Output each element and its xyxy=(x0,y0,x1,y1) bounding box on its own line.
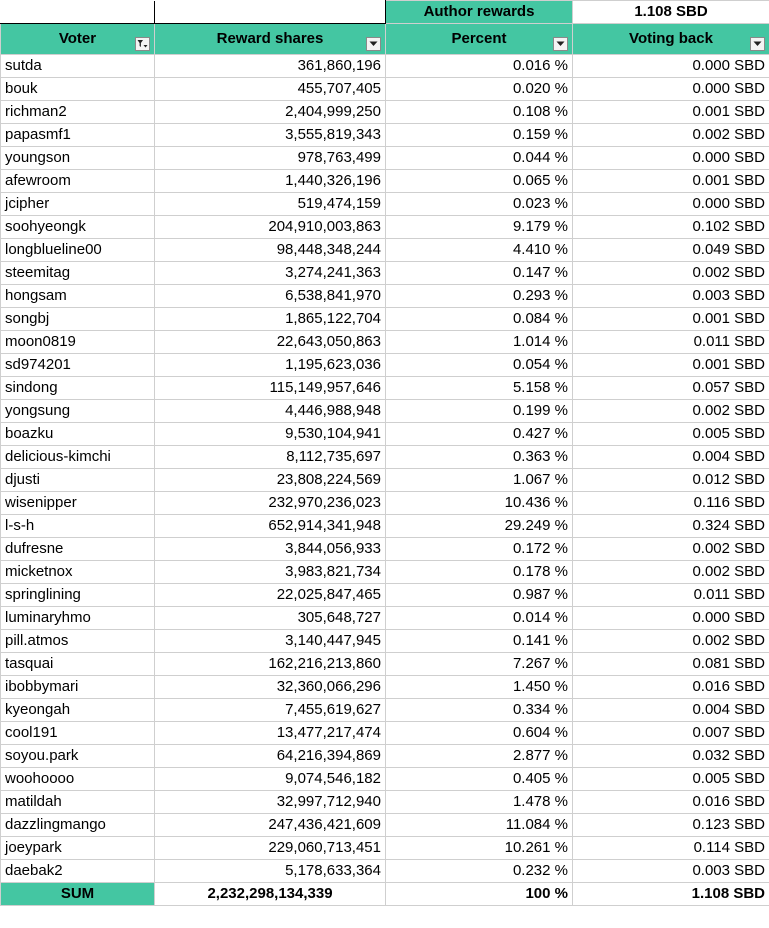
reward-shares-cell[interactable]: 247,436,421,609 xyxy=(155,814,386,837)
voter-cell[interactable]: sindong xyxy=(1,377,155,400)
voter-cell[interactable]: delicious-kimchi xyxy=(1,446,155,469)
reward-shares-cell[interactable]: 162,216,213,860 xyxy=(155,653,386,676)
voter-cell[interactable]: richman2 xyxy=(1,101,155,124)
reward-shares-cell[interactable]: 2,404,999,250 xyxy=(155,101,386,124)
voter-cell[interactable]: springlining xyxy=(1,584,155,607)
table-row xyxy=(1,400,769,423)
reward-shares-cell[interactable]: 519,474,159 xyxy=(155,193,386,216)
percent-cell[interactable]: 0.016 % xyxy=(386,55,573,78)
voting-back-cell[interactable]: 0.114 SBD xyxy=(573,837,769,860)
header-voter-label: Voter xyxy=(58,30,97,47)
percent-cell[interactable]: 0.065 % xyxy=(386,170,573,193)
voting-back-cell[interactable]: 0.001 SBD xyxy=(573,101,769,124)
percent-cell[interactable]: 1.014 % xyxy=(386,331,573,354)
table-row xyxy=(1,101,769,124)
voter-cell[interactable]: boazku xyxy=(1,423,155,446)
table-row xyxy=(1,124,769,147)
table-row xyxy=(1,78,769,101)
percent-cell[interactable]: 0.199 % xyxy=(386,400,573,423)
reward-shares-cell[interactable]: 9,074,546,182 xyxy=(155,768,386,791)
table-row xyxy=(1,538,769,561)
voter-cell[interactable]: sutda xyxy=(1,55,155,78)
table-row xyxy=(1,331,769,354)
table-row xyxy=(1,55,769,78)
reward-shares-cell[interactable]: 22,025,847,465 xyxy=(155,584,386,607)
sum-label[interactable]: SUM xyxy=(1,883,155,906)
reward-shares-cell[interactable]: 1,440,326,196 xyxy=(155,170,386,193)
voter-cell[interactable]: bouk xyxy=(1,78,155,101)
percent-cell[interactable]: 4.410 % xyxy=(386,239,573,262)
reward-shares-cell[interactable]: 3,555,819,343 xyxy=(155,124,386,147)
voter-cell[interactable]: pill.atmos xyxy=(1,630,155,653)
percent-cell[interactable]: 1.067 % xyxy=(386,469,573,492)
table-row xyxy=(1,469,769,492)
voter-cell[interactable]: tasquai xyxy=(1,653,155,676)
voter-cell[interactable]: songbj xyxy=(1,308,155,331)
table-row xyxy=(1,860,769,883)
table-row xyxy=(1,423,769,446)
percent-cell[interactable]: 11.084 % xyxy=(386,814,573,837)
voting-back-cell[interactable]: 0.000 SBD xyxy=(573,147,769,170)
percent-cell[interactable]: 0.084 % xyxy=(386,308,573,331)
voting-back-cell[interactable]: 0.001 SBD xyxy=(573,354,769,377)
reward-shares-cell[interactable]: 64,216,394,869 xyxy=(155,745,386,768)
table-row xyxy=(1,814,769,837)
reward-shares-cell[interactable]: 1,195,623,036 xyxy=(155,354,386,377)
percent-cell[interactable]: 9.179 % xyxy=(386,216,573,239)
table-row xyxy=(1,584,769,607)
percent-cell[interactable]: 0.363 % xyxy=(386,446,573,469)
voting-back-cell[interactable]: 0.002 SBD xyxy=(573,561,769,584)
table-row xyxy=(1,722,769,745)
empty-cell[interactable] xyxy=(155,1,386,24)
voting-back-cell[interactable]: 0.011 SBD xyxy=(573,584,769,607)
voting-back-cell[interactable]: 0.011 SBD xyxy=(573,331,769,354)
reward-shares-cell[interactable]: 7,455,619,627 xyxy=(155,699,386,722)
table-row xyxy=(1,791,769,814)
author-rewards-label[interactable]: Author rewards xyxy=(386,1,573,24)
voter-cell[interactable]: dazzlingmango xyxy=(1,814,155,837)
table-row xyxy=(1,607,769,630)
voting-back-cell[interactable]: 0.002 SBD xyxy=(573,630,769,653)
voting-back-cell[interactable]: 0.116 SBD xyxy=(573,492,769,515)
voter-cell[interactable]: luminaryhmo xyxy=(1,607,155,630)
percent-cell[interactable]: 0.987 % xyxy=(386,584,573,607)
table-row xyxy=(1,354,769,377)
table-row xyxy=(1,446,769,469)
voting-back-cell[interactable]: 0.016 SBD xyxy=(573,791,769,814)
reward-shares-cell[interactable]: 4,446,988,948 xyxy=(155,400,386,423)
dropdown-arrow-icon[interactable] xyxy=(366,37,381,51)
voting-back-cell[interactable]: 0.012 SBD xyxy=(573,469,769,492)
voter-cell[interactable]: soyou.park xyxy=(1,745,155,768)
percent-cell[interactable]: 0.141 % xyxy=(386,630,573,653)
reward-shares-cell[interactable]: 361,860,196 xyxy=(155,55,386,78)
header-voting-back-label: Voting back xyxy=(629,30,713,47)
dropdown-arrow-icon[interactable] xyxy=(553,37,568,51)
voter-cell[interactable]: woohoooo xyxy=(1,768,155,791)
table-row xyxy=(1,515,769,538)
voter-cell[interactable]: sd974201 xyxy=(1,354,155,377)
reward-shares-cell[interactable]: 13,477,217,474 xyxy=(155,722,386,745)
voting-back-cell[interactable]: 0.002 SBD xyxy=(573,538,769,561)
reward-shares-cell[interactable]: 9,530,104,941 xyxy=(155,423,386,446)
voting-back-cell[interactable]: 0.016 SBD xyxy=(573,676,769,699)
voter-cell[interactable]: hongsam xyxy=(1,285,155,308)
voting-back-cell[interactable]: 0.007 SBD xyxy=(573,722,769,745)
percent-cell[interactable]: 0.334 % xyxy=(386,699,573,722)
voting-back-cell[interactable]: 0.002 SBD xyxy=(573,262,769,285)
empty-cell[interactable] xyxy=(1,1,155,24)
percent-cell[interactable]: 0.159 % xyxy=(386,124,573,147)
voting-back-cell[interactable]: 0.000 SBD xyxy=(573,607,769,630)
table-row xyxy=(1,239,769,262)
reward-shares-cell[interactable]: 455,707,405 xyxy=(155,78,386,101)
table-row xyxy=(1,653,769,676)
voting-back-cell[interactable]: 0.000 SBD xyxy=(573,193,769,216)
voter-cell[interactable]: djusti xyxy=(1,469,155,492)
voting-back-cell[interactable]: 0.004 SBD xyxy=(573,699,769,722)
table-row xyxy=(1,308,769,331)
voter-cell[interactable]: youngson xyxy=(1,147,155,170)
voter-cell[interactable]: l-s-h xyxy=(1,515,155,538)
voting-back-cell[interactable]: 0.005 SBD xyxy=(573,768,769,791)
voting-back-cell[interactable]: 0.005 SBD xyxy=(573,423,769,446)
reward-shares-cell[interactable]: 232,970,236,023 xyxy=(155,492,386,515)
voter-cell[interactable]: steemitag xyxy=(1,262,155,285)
voting-back-cell[interactable]: 0.002 SBD xyxy=(573,124,769,147)
voter-cell[interactable]: jcipher xyxy=(1,193,155,216)
reward-shares-cell[interactable]: 23,808,224,569 xyxy=(155,469,386,492)
table-row xyxy=(1,216,769,239)
table-row xyxy=(1,745,769,768)
header-reward-shares[interactable] xyxy=(155,24,386,55)
percent-cell[interactable]: 7.267 % xyxy=(386,653,573,676)
voting-back-cell[interactable]: 0.000 SBD xyxy=(573,55,769,78)
voting-back-cell[interactable]: 0.001 SBD xyxy=(573,308,769,331)
reward-shares-cell[interactable]: 3,274,241,363 xyxy=(155,262,386,285)
table-row xyxy=(1,676,769,699)
voting-back-cell[interactable]: 0.002 SBD xyxy=(573,400,769,423)
filter-active-icon[interactable] xyxy=(135,37,150,51)
sum-voting-back[interactable]: 1.108 SBD xyxy=(573,883,769,906)
reward-shares-cell[interactable]: 3,844,056,933 xyxy=(155,538,386,561)
percent-cell[interactable]: 10.261 % xyxy=(386,837,573,860)
percent-cell[interactable]: 0.604 % xyxy=(386,722,573,745)
voter-cell[interactable]: ibobbymari xyxy=(1,676,155,699)
voter-cell[interactable]: daebak2 xyxy=(1,860,155,883)
author-rewards-row xyxy=(1,1,769,24)
voter-cell[interactable]: joeypark xyxy=(1,837,155,860)
percent-cell[interactable]: 0.293 % xyxy=(386,285,573,308)
reward-shares-cell[interactable]: 98,448,348,244 xyxy=(155,239,386,262)
voting-back-cell[interactable]: 0.057 SBD xyxy=(573,377,769,400)
reward-shares-cell[interactable]: 229,060,713,451 xyxy=(155,837,386,860)
voter-cell[interactable]: kyeongah xyxy=(1,699,155,722)
voter-cell[interactable]: papasmf1 xyxy=(1,124,155,147)
header-reward-shares-label: Reward shares xyxy=(216,30,324,47)
percent-cell[interactable]: 0.172 % xyxy=(386,538,573,561)
reward-shares-cell[interactable]: 3,140,447,945 xyxy=(155,630,386,653)
reward-shares-cell[interactable]: 978,763,499 xyxy=(155,147,386,170)
percent-cell[interactable]: 0.044 % xyxy=(386,147,573,170)
sum-reward-shares[interactable]: 2,232,298,134,339 xyxy=(155,883,386,906)
table-row xyxy=(1,170,769,193)
voting-back-cell[interactable]: 0.081 SBD xyxy=(573,653,769,676)
table-row xyxy=(1,561,769,584)
voting-back-cell[interactable]: 0.049 SBD xyxy=(573,239,769,262)
voting-back-cell[interactable]: 0.324 SBD xyxy=(573,515,769,538)
table-row xyxy=(1,147,769,170)
reward-shares-cell[interactable]: 3,983,821,734 xyxy=(155,561,386,584)
voter-cell[interactable]: micketnox xyxy=(1,561,155,584)
table-row xyxy=(1,285,769,308)
percent-cell[interactable]: 5.158 % xyxy=(386,377,573,400)
voter-cell[interactable]: yongsung xyxy=(1,400,155,423)
table-row xyxy=(1,262,769,285)
table-row xyxy=(1,768,769,791)
table-row xyxy=(1,699,769,722)
table-row xyxy=(1,377,769,400)
voter-cell[interactable]: matildah xyxy=(1,791,155,814)
voting-back-cell[interactable]: 0.004 SBD xyxy=(573,446,769,469)
reward-shares-cell[interactable]: 8,112,735,697 xyxy=(155,446,386,469)
table-row xyxy=(1,193,769,216)
percent-cell[interactable]: 10.436 % xyxy=(386,492,573,515)
reward-shares-cell[interactable]: 5,178,633,364 xyxy=(155,860,386,883)
percent-cell[interactable]: 2.877 % xyxy=(386,745,573,768)
voting-back-cell[interactable]: 0.001 SBD xyxy=(573,170,769,193)
voter-cell[interactable]: cool191 xyxy=(1,722,155,745)
dropdown-arrow-icon[interactable] xyxy=(750,37,765,51)
voting-back-cell[interactable]: 0.032 SBD xyxy=(573,745,769,768)
reward-shares-cell[interactable]: 115,149,957,646 xyxy=(155,377,386,400)
percent-cell[interactable]: 29.249 % xyxy=(386,515,573,538)
author-rewards-value[interactable]: 1.108 SBD xyxy=(573,1,769,24)
table-row xyxy=(1,630,769,653)
voter-cell[interactable]: dufresne xyxy=(1,538,155,561)
header-percent[interactable] xyxy=(386,24,573,55)
voting-back-cell[interactable]: 0.102 SBD xyxy=(573,216,769,239)
voting-back-cell[interactable]: 0.000 SBD xyxy=(573,78,769,101)
reward-shares-cell[interactable]: 32,360,066,296 xyxy=(155,676,386,699)
sum-percent[interactable]: 100 % xyxy=(386,883,573,906)
header-voter[interactable] xyxy=(1,24,155,55)
table-row xyxy=(1,837,769,860)
header-voting-back[interactable] xyxy=(573,24,769,55)
percent-cell[interactable]: 0.014 % xyxy=(386,607,573,630)
percent-cell[interactable]: 0.054 % xyxy=(386,354,573,377)
percent-cell[interactable]: 0.178 % xyxy=(386,561,573,584)
voter-cell[interactable]: afewroom xyxy=(1,170,155,193)
voting-back-cell[interactable]: 0.123 SBD xyxy=(573,814,769,837)
voting-back-cell[interactable]: 0.003 SBD xyxy=(573,860,769,883)
voter-cell[interactable]: soohyeongk xyxy=(1,216,155,239)
header-row xyxy=(1,24,769,55)
percent-cell[interactable]: 0.108 % xyxy=(386,101,573,124)
percent-cell[interactable]: 0.020 % xyxy=(386,78,573,101)
reward-shares-cell[interactable]: 305,648,727 xyxy=(155,607,386,630)
reward-shares-cell[interactable]: 32,997,712,940 xyxy=(155,791,386,814)
reward-shares-cell[interactable]: 204,910,003,863 xyxy=(155,216,386,239)
percent-cell[interactable]: 1.450 % xyxy=(386,676,573,699)
percent-cell[interactable]: 0.232 % xyxy=(386,860,573,883)
percent-cell[interactable]: 0.427 % xyxy=(386,423,573,446)
voting-back-cell[interactable]: 0.003 SBD xyxy=(573,285,769,308)
percent-cell[interactable]: 0.023 % xyxy=(386,193,573,216)
voter-cell[interactable]: longblueline00 xyxy=(1,239,155,262)
reward-shares-cell[interactable]: 1,865,122,704 xyxy=(155,308,386,331)
voter-cell[interactable]: moon0819 xyxy=(1,331,155,354)
voter-cell[interactable]: wisenipper xyxy=(1,492,155,515)
percent-cell[interactable]: 0.147 % xyxy=(386,262,573,285)
table-row xyxy=(1,492,769,515)
reward-shares-cell[interactable]: 652,914,341,948 xyxy=(155,515,386,538)
header-percent-label: Percent xyxy=(451,30,507,47)
percent-cell[interactable]: 0.405 % xyxy=(386,768,573,791)
percent-cell[interactable]: 1.478 % xyxy=(386,791,573,814)
reward-shares-cell[interactable]: 6,538,841,970 xyxy=(155,285,386,308)
sum-row xyxy=(1,883,769,906)
reward-shares-cell[interactable]: 22,643,050,863 xyxy=(155,331,386,354)
